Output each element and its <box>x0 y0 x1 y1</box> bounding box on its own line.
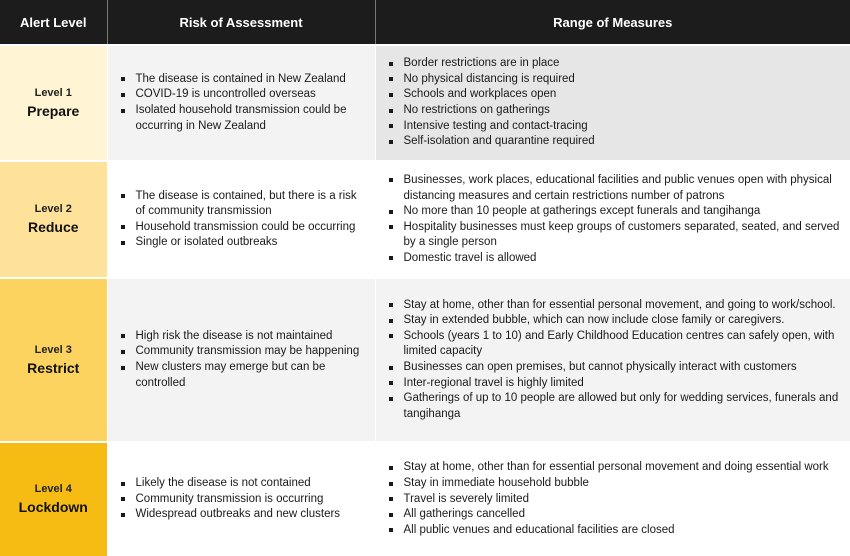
list-item: The disease is contained, but there is a risk of community transmission <box>120 189 369 220</box>
list-item: Inter-regional travel is highly limited <box>388 376 845 392</box>
list-item: Likely the disease is not contained <box>120 476 369 492</box>
table-body <box>0 45 850 556</box>
list-item: Widespread outbreaks and new clusters <box>120 507 369 523</box>
table-header <box>0 0 850 45</box>
risk-list <box>120 189 369 251</box>
level-cell <box>0 278 107 442</box>
level-name: Reduce <box>27 219 79 236</box>
list-item: High risk the disease is not maintained <box>120 329 369 345</box>
level-name: Lockdown <box>18 498 88 515</box>
measures-list <box>388 298 845 423</box>
measures-cell <box>375 442 850 556</box>
list-item: Household transmission could be occurring <box>120 220 369 236</box>
list-item: No restrictions on gatherings <box>388 103 845 119</box>
list-item: Border restrictions are in place <box>388 56 845 72</box>
list-item: Schools and workplaces open <box>388 87 845 103</box>
header-risk-of-assessment: Risk of Assessment <box>107 0 375 45</box>
list-item: Isolated household transmission could be occurring in New Zealand <box>120 103 369 134</box>
list-item: Stay at home, other than for essential personal movement, and going to work/school. <box>388 298 845 314</box>
list-item: Schools (years 1 to 10) and Early Childhood Education centres can safely open, with limited capacity <box>388 329 845 360</box>
header-row <box>0 0 850 45</box>
list-item: Community transmission is occurring <box>120 492 369 508</box>
list-item: Hospitality businesses must keep groups of customers separated, seated, and served by a single person <box>388 220 845 251</box>
list-item: Domestic travel is allowed <box>388 251 845 267</box>
risk-list <box>120 329 369 391</box>
list-item: COVID-19 is uncontrolled overseas <box>120 87 369 103</box>
risk-cell <box>107 278 375 442</box>
list-item: Stay in extended bubble, which can now include close family or caregivers. <box>388 313 845 329</box>
list-item: Single or isolated outbreaks <box>120 235 369 251</box>
level-cell <box>0 442 107 556</box>
level-cell <box>0 161 107 278</box>
list-item: All gatherings cancelled <box>388 507 845 523</box>
measures-cell <box>375 278 850 442</box>
list-item: No more than 10 people at gatherings except funerals and tangihanga <box>388 204 845 220</box>
list-item: Gatherings of up to 10 people are allowed but only for wedding services, funerals and tangihanga <box>388 391 845 422</box>
risk-list <box>120 476 369 523</box>
level-name: Prepare <box>27 102 80 119</box>
measures-list <box>388 460 845 538</box>
table-row-level-3 <box>0 278 850 442</box>
list-item: Stay in immediate household bubble <box>388 476 845 492</box>
level-number: Level 1 <box>34 86 72 99</box>
risk-cell <box>107 442 375 556</box>
header-range-of-measures: Range of Measures <box>375 0 850 45</box>
risk-list <box>120 72 369 134</box>
level-name: Restrict <box>27 359 80 376</box>
level-number: Level 4 <box>34 482 72 495</box>
risk-cell <box>107 45 375 161</box>
measures-list <box>388 56 845 150</box>
list-item: Businesses, work places, educational facilities and public venues open with physical distancing measures and certain restrictions number of patrons <box>388 173 845 204</box>
level-number: Level 2 <box>34 203 72 216</box>
measures-list <box>388 173 845 267</box>
list-item: Self-isolation and quarantine required <box>388 134 845 150</box>
level-number: Level 3 <box>34 343 72 356</box>
list-item: All public venues and educational facilities are closed <box>388 523 845 539</box>
level-cell <box>0 45 107 161</box>
list-item: The disease is contained in New Zealand <box>120 72 369 88</box>
measures-cell <box>375 161 850 278</box>
table-row-level-1 <box>0 45 850 161</box>
list-item: Businesses can open premises, but cannot physically interact with customers <box>388 360 845 376</box>
list-item: Intensive testing and contact-tracing <box>388 119 845 135</box>
header-alert-level: Alert Level <box>0 0 107 45</box>
list-item: New clusters may emerge but can be controlled <box>120 360 369 391</box>
table-row-level-4 <box>0 442 850 556</box>
table-row-level-2 <box>0 161 850 278</box>
list-item: Stay at home, other than for essential personal movement and doing essential work <box>388 460 845 476</box>
list-item: Community transmission may be happening <box>120 344 369 360</box>
list-item: No physical distancing is required <box>388 72 845 88</box>
risk-cell <box>107 161 375 278</box>
measures-cell <box>375 45 850 161</box>
list-item: Travel is severely limited <box>388 492 845 508</box>
